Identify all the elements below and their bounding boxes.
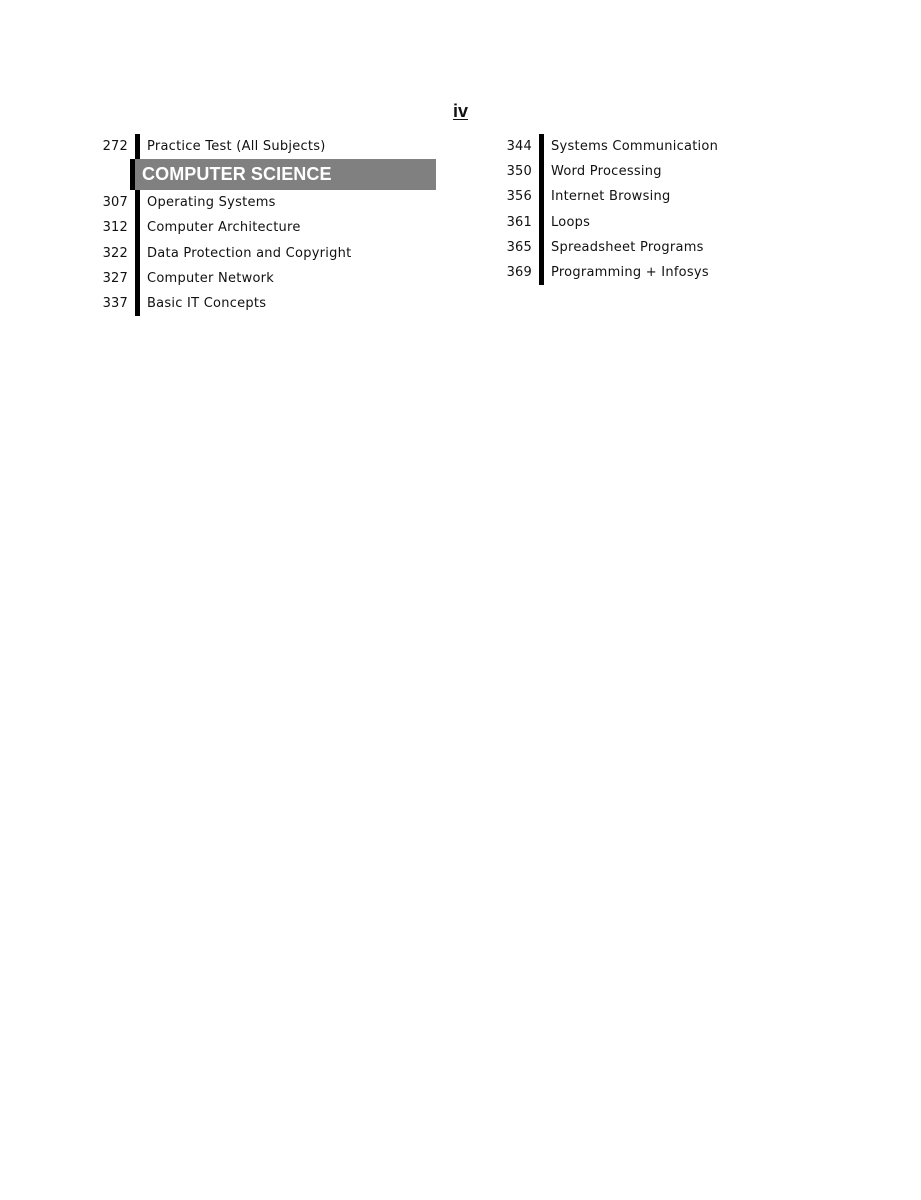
toc-entry [500, 159, 760, 184]
toc-entry [500, 210, 760, 235]
toc-entry-title: Computer Network [147, 270, 275, 286]
toc-entry [96, 215, 436, 240]
toc-page-number: 365 [506, 239, 532, 255]
toc-page-number: 312 [102, 220, 128, 236]
toc-page-number: 361 [506, 214, 532, 230]
toc-page-number: 337 [102, 295, 128, 311]
toc-page-number: 369 [506, 264, 532, 280]
toc-right-column [500, 134, 760, 285]
toc-page-number: 350 [506, 164, 532, 180]
toc-page-number: 322 [102, 245, 128, 261]
toc-left-column [96, 134, 436, 316]
toc-page-number: 307 [102, 195, 128, 211]
toc-entry [96, 291, 436, 316]
toc-entry [96, 241, 436, 266]
toc-page-number [96, 159, 130, 190]
toc-entry-title: Spreadsheet Programs [551, 239, 704, 255]
page-number: iv [452, 101, 468, 121]
toc-page-number: 344 [506, 139, 532, 154]
toc-entry-title: Data Protection and Copyright [147, 245, 352, 261]
toc-entry-title: Practice Test (All Subjects) [147, 139, 326, 154]
toc-entry-title: Internet Browsing [551, 189, 671, 205]
toc-entry-title: Word Processing [551, 164, 662, 180]
toc-section [96, 159, 436, 190]
toc-entry [500, 235, 760, 260]
toc-entry [96, 134, 436, 159]
toc-entry-title: Loops [551, 214, 591, 230]
toc-entry [500, 260, 760, 285]
toc-entry [96, 190, 436, 215]
toc-entry-title: Computer Architecture [147, 220, 301, 236]
toc-entry [500, 184, 760, 209]
toc-entry-title: Systems Communication [551, 139, 719, 154]
toc-entry [500, 134, 760, 159]
section-heading: COMPUTER SCIENCE [135, 159, 436, 190]
toc-page-number: 272 [102, 139, 128, 154]
toc-page-number: 327 [102, 270, 128, 286]
toc-entry-title: Operating Systems [147, 195, 276, 211]
toc-entry [96, 266, 436, 291]
toc-entry-title: Programming + Infosys [551, 264, 709, 280]
toc-page-number: 356 [506, 189, 532, 205]
toc-entry-title: Basic IT Concepts [147, 295, 267, 311]
